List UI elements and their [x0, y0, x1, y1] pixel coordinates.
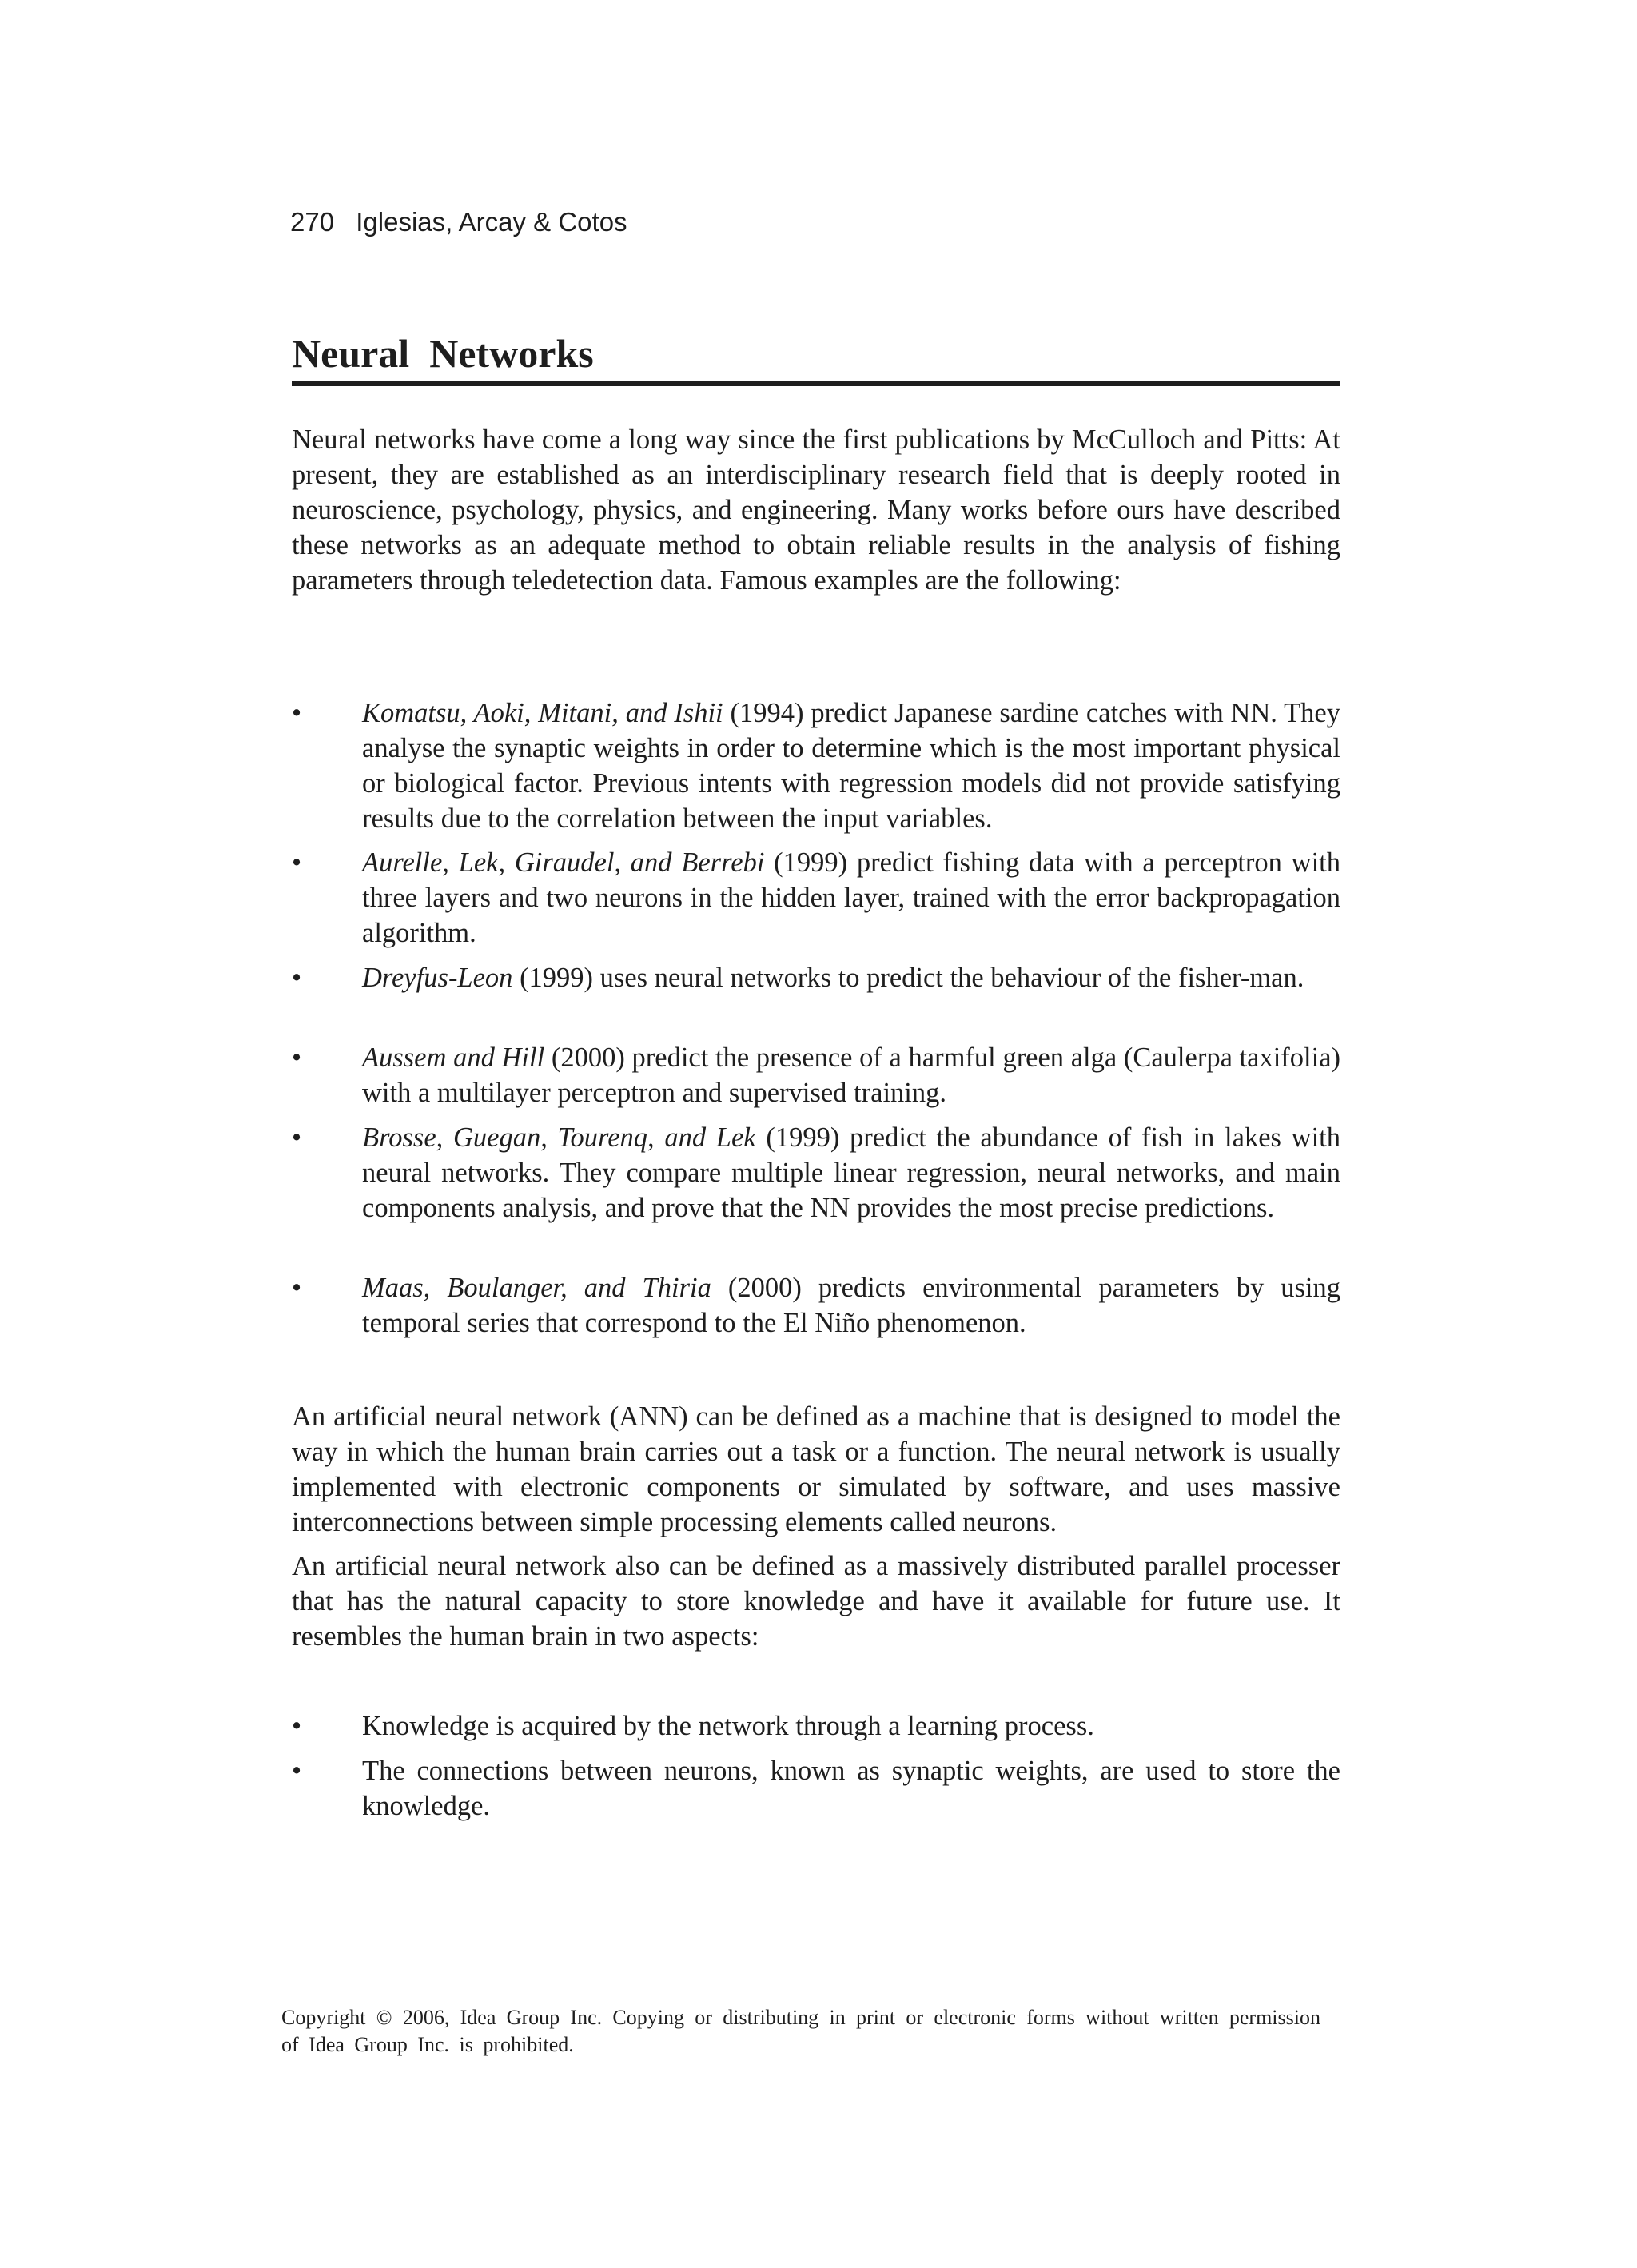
section-title: Neural Networks: [292, 331, 594, 376]
example-description: (2000) predict the presence of a harmful green alga (Caulerpa taxifolia) with a multilayer perceptron and supervised training.: [362, 1042, 1341, 1108]
example-item: [292, 1270, 1340, 1341]
example-item: [292, 960, 1340, 995]
example-item: [292, 696, 1340, 836]
running-head: [290, 206, 627, 238]
example-description: (2000) predicts environmental parameters by using temporal series that correspond to the El Niño phenomenon.: [362, 1273, 1341, 1338]
section-title-rule: [292, 381, 1340, 386]
intro-paragraph: Neural networks have come a long way since the first publications by McCulloch and Pitts: At present, they are established as an interdisciplinary research field that is deeply rooted in neuroscience, psychology, physics, and engineering. Many works before ours have described these networks as an adequate method to obtain reliable results in the analysis of fishing parameters through teledetection data. Famous examples are the following:: [292, 425, 1340, 596]
bullet-icon: •: [292, 1756, 302, 1786]
example-authors: Dreyfus-Leon: [362, 963, 513, 993]
example-text: [362, 1040, 1340, 1110]
example-description: (1999) predict the abundance of fish in lakes with neural networks. They compare multiple linear regression, neural networks, and main components analysis, and prove that the NN provides the most precise predictions.: [362, 1122, 1340, 1223]
example-authors: Aurelle, Lek, Giraudel, and Berrebi: [362, 847, 765, 878]
ann-processor-paragraph: An artificial neural network also can be defined as a massively distributed parallel processer that has the natural capacity to store knowledge and have it available for future use. It resembles the human brain in two aspects:: [292, 1551, 1340, 1652]
example-item: [292, 845, 1340, 951]
example-item: [292, 1040, 1340, 1110]
copyright-notice: Copyright © 2006, Idea Group Inc. Copying or distributing in print or electronic forms without written permission of Idea Group Inc. is prohibited.: [281, 2006, 1320, 2056]
example-text: [362, 1270, 1340, 1341]
bullet-icon: •: [292, 1273, 302, 1303]
example-authors: Aussem and Hill: [362, 1042, 545, 1073]
example-authors: Komatsu, Aoki, Mitani, and Ishii: [362, 698, 723, 728]
bullet-icon: •: [292, 847, 302, 878]
example-authors: Brosse, Guegan, Tourenq, and Lek: [362, 1122, 756, 1153]
example-text: [362, 1120, 1340, 1226]
page-number: 270: [290, 207, 335, 237]
example-description: (1994) predict Japanese sardine catches with NN. They analyse the synaptic weights in order to determine which is the most important physical or biological factor. Previous intents with regression models did not provide satisfying results due to the correlation between the input variables.: [362, 698, 1340, 834]
bullet-icon: •: [292, 963, 302, 993]
example-text: [362, 960, 1340, 995]
aspect-text: The connections between neurons, known as synaptic weights, are used to store the knowledge.: [362, 1756, 1340, 1821]
aspect-item: [292, 1708, 1340, 1744]
ann-definition-paragraph: An artificial neural network (ANN) can be defined as a machine that is designed to model the way in which the human brain carries out a task or a function. The neural network is usually implemented with electronic components or simulated by software, and uses massive interconnections between simple processing elements called neurons.: [292, 1401, 1340, 1537]
example-authors: Maas, Boulanger, and Thiria: [362, 1273, 711, 1303]
aspect-text: Knowledge is acquired by the network through a learning process.: [362, 1711, 1094, 1741]
running-head-authors: Iglesias, Arcay & Cotos: [356, 207, 627, 237]
example-description: (1999) uses neural networks to predict the behaviour of the fisher-man.: [512, 963, 1304, 993]
example-text: [362, 845, 1340, 951]
bullet-icon: •: [292, 1042, 302, 1073]
example-description: (1999) predict fishing data with a perceptron with three layers and two neurons in the hidden layer, trained with the error backpropagation algorithm.: [362, 847, 1340, 948]
bullet-icon: •: [292, 698, 302, 728]
bullet-icon: •: [292, 1122, 302, 1153]
example-item: [292, 1120, 1340, 1226]
aspect-item: [292, 1753, 1340, 1824]
bullet-icon: •: [292, 1711, 302, 1741]
example-text: [362, 696, 1340, 836]
